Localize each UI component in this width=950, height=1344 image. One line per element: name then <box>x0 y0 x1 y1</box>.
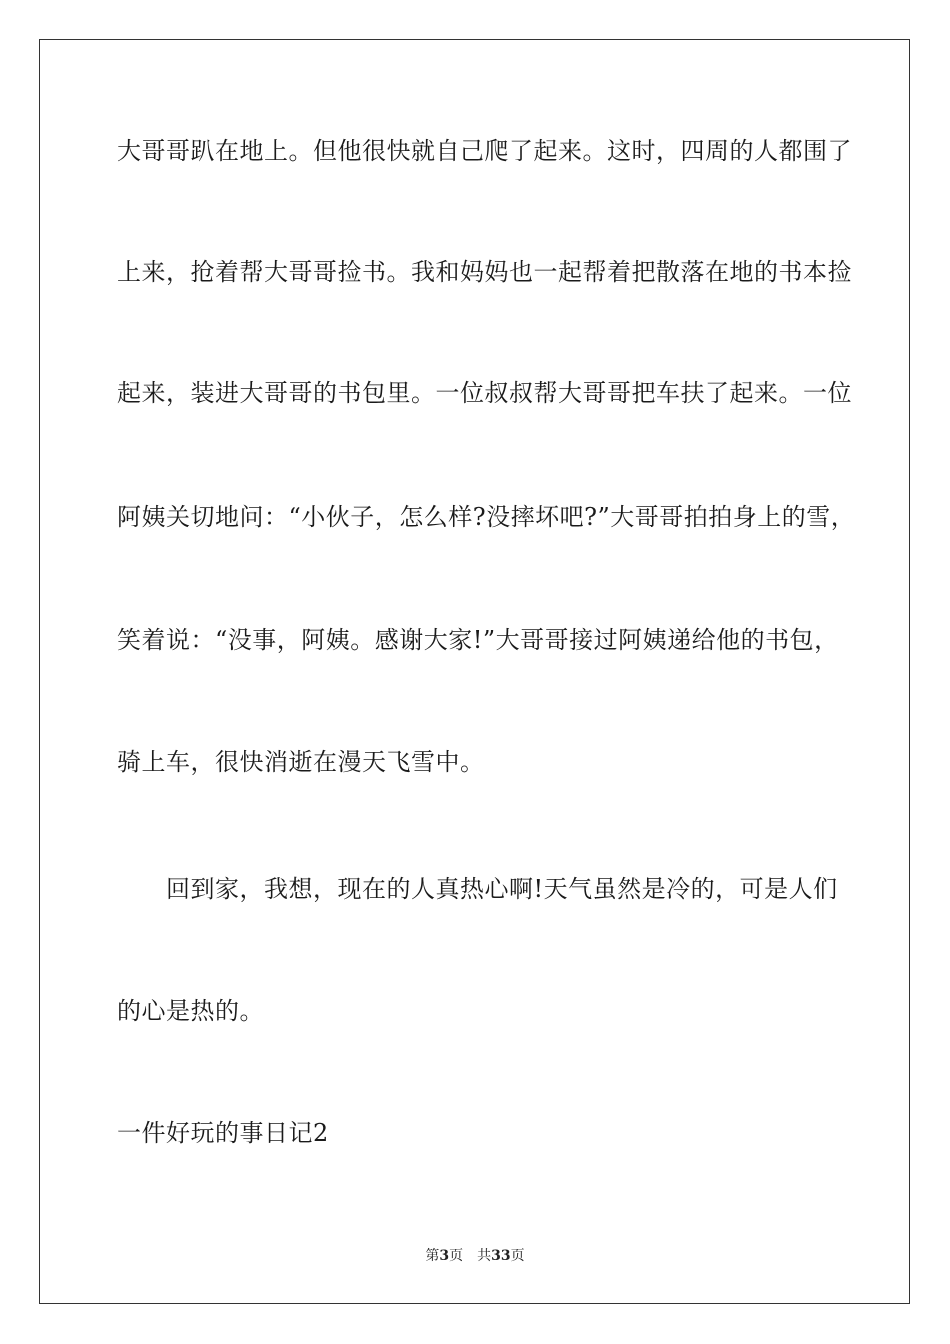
page-border <box>39 39 910 1304</box>
total-suffix: 页 <box>510 1248 525 1264</box>
body-text-line: 阿姨关切地问：“小伙子，怎么样?没摔坏吧?”大哥哥拍拍身上的雪， <box>117 503 856 531</box>
total-prefix: 共 <box>477 1248 492 1264</box>
current-page-number: 3 <box>439 1248 450 1264</box>
body-text-line: 笑着说：“没事，阿姨。感谢大家!”大哥哥接过阿姨递给他的书包， <box>117 626 839 654</box>
body-text-line: 大哥哥趴在地上。但他很快就自己爬了起来。这时，四周的人都围了 <box>117 137 852 165</box>
section-heading: 一件好玩的事日记2 <box>117 1119 329 1147</box>
page-suffix: 页 <box>449 1248 464 1264</box>
body-text-line: 的心是热的。 <box>117 997 264 1025</box>
body-text-line: 起来，装进大哥哥的书包里。一位叔叔帮大哥哥把车扶了起来。一位 <box>117 379 852 407</box>
body-text-line: 上来，抢着帮大哥哥捡书。我和妈妈也一起帮着把散落在地的书本捡 <box>117 258 852 286</box>
body-text-line: 骑上车，很快消逝在漫天飞雪中。 <box>117 748 485 776</box>
page-prefix: 第 <box>425 1248 440 1264</box>
page-footer <box>0 1247 950 1265</box>
paragraph-first-line: 回到家，我想，现在的人真热心啊!天气虽然是冷的，可是人们 <box>117 875 838 903</box>
total-pages-number: 33 <box>491 1248 511 1264</box>
